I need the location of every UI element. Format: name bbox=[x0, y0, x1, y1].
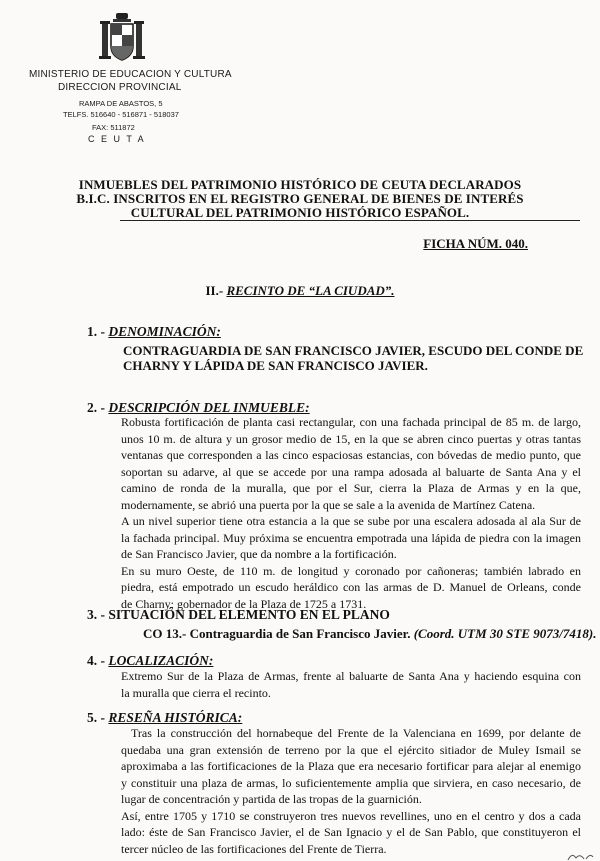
city: C E U T A bbox=[88, 134, 146, 144]
section-3-title: SITUACIÓN DEL ELEMENTO EN EL PLANO bbox=[108, 607, 390, 622]
heading-rule bbox=[120, 220, 580, 221]
description-line: la fachada principal. Muy próxima se encuentra empotrada una lápida de piedra con la imagen bbox=[121, 530, 581, 545]
fax: FAX: 511872 bbox=[92, 123, 135, 132]
plano-label: CO 13.- Contraguardia de San Francisco Javier. bbox=[143, 626, 411, 641]
section-4-title: LOCALIZACIÓN: bbox=[108, 653, 214, 668]
section-1-heading bbox=[87, 324, 221, 340]
description-line: modernamente, se abrió una puerta por la que se sale a la avenida de Martínez Catena. bbox=[121, 497, 536, 512]
section-4-number: 4. - bbox=[87, 653, 105, 668]
heading-line-1: INMUEBLES DEL PATRIMONIO HISTÓRICO DE CEUTA DECLARADOS bbox=[78, 177, 522, 192]
location-line: Extremo Sur de la Plaza de Armas, frente al baluarte de Santa Ana y haciendo esquina con bbox=[121, 669, 581, 683]
description-line: piedra, está empotrado un escudo heráldico con las armas de D. Manuel de Orleans, conde bbox=[121, 580, 581, 594]
history-line: Así, entre 1705 y 1710 se construyeron tres nuevos revellines, uno en el centro y dos a cada bbox=[121, 808, 581, 823]
denomination-line-2: CHARNY Y LÁPIDA DE SAN FRANCISCO JAVIER. bbox=[123, 358, 428, 373]
section-1-title: DENOMINACIÓN: bbox=[108, 324, 221, 339]
section-5-number: 5. - bbox=[87, 710, 105, 725]
description-paragraph bbox=[121, 414, 581, 612]
heading-line-2: B.I.C. INSCRITOS EN EL REGISTRO GENERAL DE BIENES DE INTERÉS bbox=[76, 191, 524, 206]
history-line: Tras la construcción del hornabeque del Frente de la Valenciana en 1699, por delante de bbox=[131, 726, 581, 740]
description-line: A un nivel superior tiene otra estancia a la que se sube por una escalera adosada al ala Sur de bbox=[121, 514, 581, 528]
description-line: camino de ronda de la muralla, que por el Sur, cierra la Plaza de Armas y en la que, bbox=[121, 481, 581, 495]
description-line: ventanas que corresponden a las cinco espaciosas estancias, con bóvedas de medio punto, que bbox=[121, 448, 581, 462]
description-line: de Charny; gobernador de la Plaza de 1725 a 1731. bbox=[121, 596, 367, 611]
section-3-heading bbox=[87, 607, 390, 623]
description-line: soportan su adarve, al que se accede por una rampa adosada al baluarte de Santa Ana y el bbox=[121, 464, 581, 479]
section-5-heading bbox=[87, 710, 242, 726]
handwritten-mark-icon bbox=[566, 851, 594, 861]
section-4-heading bbox=[87, 653, 213, 669]
recinto-title bbox=[0, 283, 600, 299]
ficha-number: FICHA NÚM. 040. bbox=[423, 236, 528, 251]
description-line: Robusta fortificación de planta casi rectangular, con una fachada principal de 85 m. de largo, bbox=[121, 415, 581, 429]
history-paragraph bbox=[121, 725, 581, 857]
recinto-prefix: II.- bbox=[205, 283, 224, 298]
section-5-title: RESEÑA HISTÓRICA: bbox=[108, 710, 243, 725]
heading-line-3: CULTURAL DEL PATRIMONIO HISTÓRICO ESPAÑOL. bbox=[130, 205, 470, 220]
history-line: aproximaba a las fortificaciones de la Plaza que era necesario fortificar para alejar al enemigo bbox=[121, 759, 581, 773]
address: RAMPA DE ABASTOS, 5 bbox=[79, 99, 163, 108]
location-line: la muralla que cierra el recinto. bbox=[121, 685, 271, 700]
ministry-name: MINISTERIO DE EDUCACION Y CULTURA bbox=[29, 69, 232, 80]
location-paragraph bbox=[121, 668, 581, 701]
description-line: En su muro Oeste, de 110 m. de longitud y coronado por cañoneras; también labrado en bbox=[121, 563, 581, 578]
description-line: unos 10 m. de altura y un grosor medio de 15, en la que se abren cinco puertas y otras tantas bbox=[121, 431, 581, 446]
description-line: de San Francisco Javier, que da nombre a la fortificación. bbox=[121, 547, 397, 561]
history-line: quedaba una gran extensión de terreno por la que el ejército sitiador de Muley Ismail se bbox=[121, 742, 581, 757]
history-line: tercer núcleo de las fortificaciones del Frente de Tierra. bbox=[121, 841, 387, 856]
section-1-number: 1. - bbox=[87, 324, 105, 339]
recinto-name: RECINTO DE “LA CIUDAD”. bbox=[226, 283, 395, 298]
plano-reference bbox=[143, 626, 596, 642]
denomination-line-1: CONTRAGUARDIA DE SAN FRANCISCO JAVIER, ESCUDO DEL CONDE DE bbox=[123, 343, 584, 358]
section-3-number: 3. - bbox=[87, 607, 105, 622]
phones: TELFS. 516640 - 516871 - 518037 bbox=[63, 110, 179, 119]
section-2-title: DESCRIPCIÓN DEL INMUEBLE: bbox=[108, 400, 310, 415]
section-2-number: 2. - bbox=[87, 400, 105, 415]
history-line: lado: éste de San Francisco Javier, el de San Ignacio y el de San Pablo, que constituyeron el bbox=[121, 825, 581, 839]
history-line: y constituir una plaza de armas, lo suficientemente amplia que sirviera, en caso necesario, de bbox=[121, 775, 581, 790]
directorate-name: DIRECCION PROVINCIAL bbox=[58, 82, 182, 93]
plano-coordinates: (Coord. UTM 30 STE 9073/7418). bbox=[413, 626, 597, 641]
coat-of-arms-icon bbox=[99, 12, 145, 64]
history-line: lugar de concentración y partida de las tropas de la guarnición. bbox=[121, 792, 422, 806]
